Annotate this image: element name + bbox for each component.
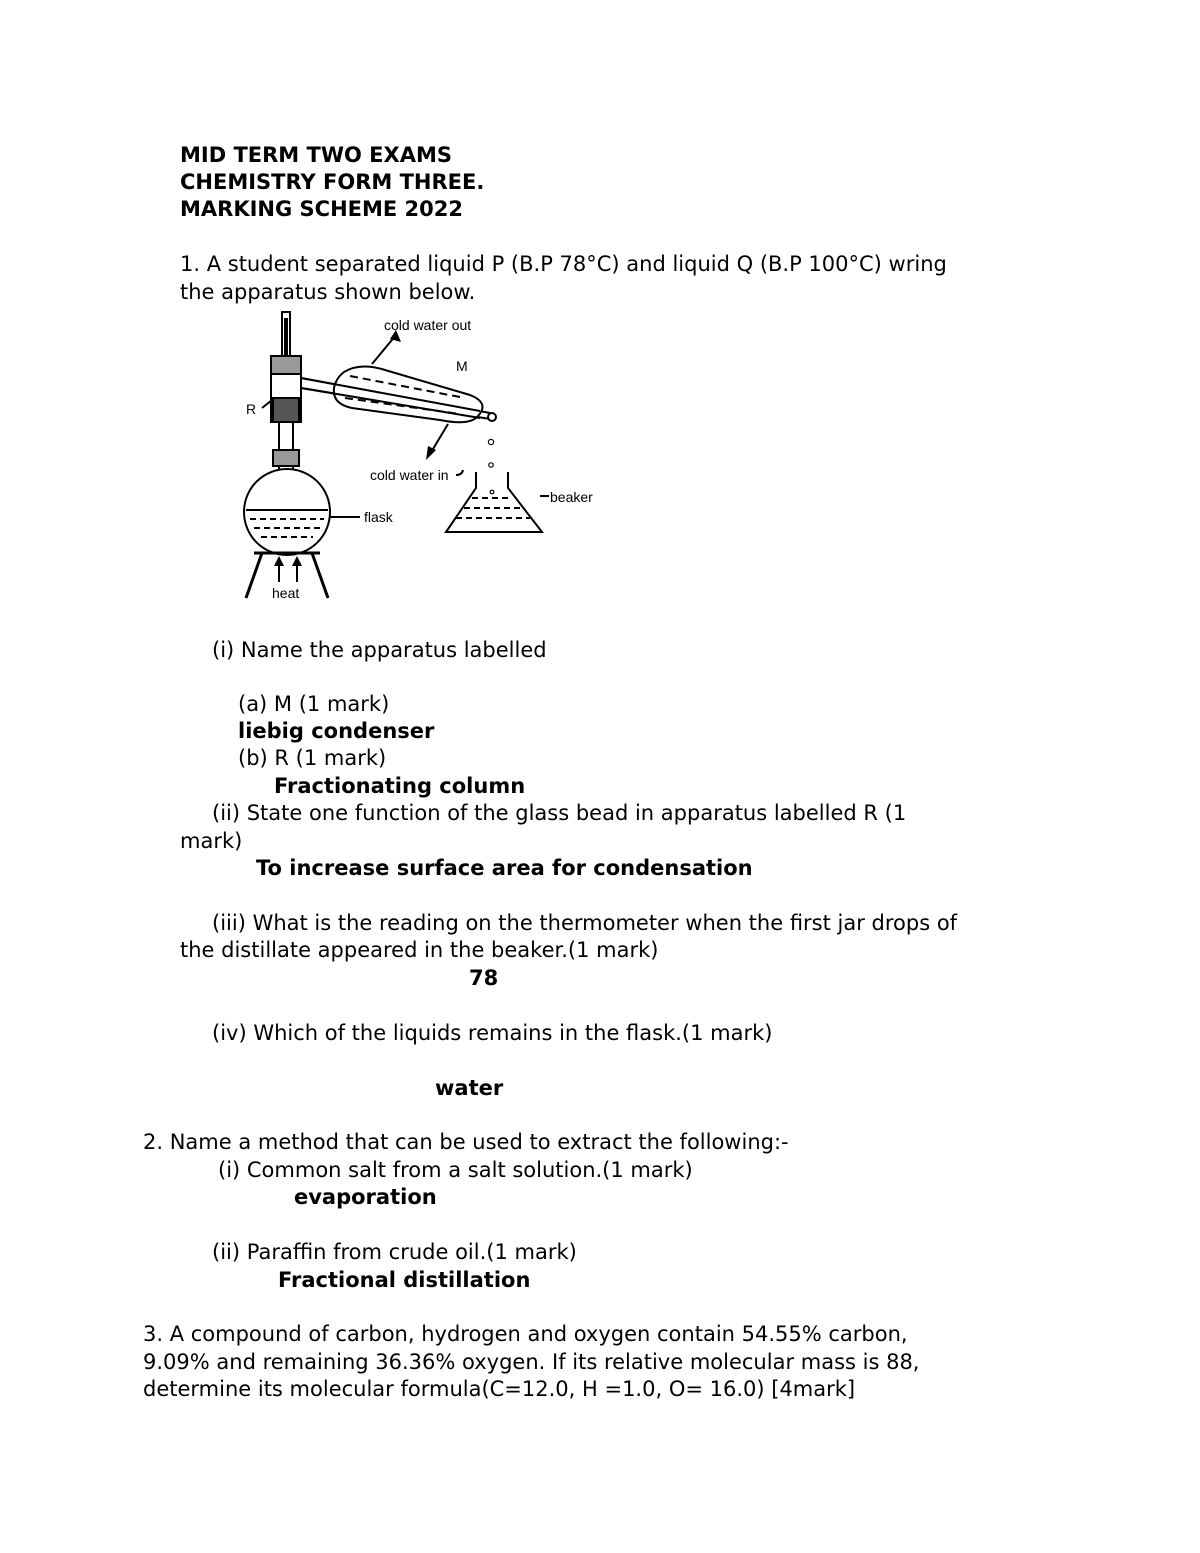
header-subject: CHEMISTRY FORM THREE.: [180, 170, 485, 194]
label-r: R: [246, 401, 257, 417]
q2-stem: 2. Name a method that can be used to extract the following:-: [143, 1130, 789, 1154]
q1-answer-iii: 78: [469, 966, 499, 990]
q1-part-iii-line2: the distillate appeared in the beaker.(1 mark): [180, 938, 659, 962]
round-bottom-flask: [244, 469, 330, 555]
column-stopper: [271, 356, 301, 374]
label-cold-water-in: cold water in: [370, 467, 449, 483]
label-cold-water-out: cold water out: [384, 317, 472, 333]
q3-line3: determine its molecular formula(C=12.0, H =1.0, O= 16.0) [4mark]: [143, 1377, 856, 1401]
q3-line2: 9.09% and remaining 36.36% oxygen. If its relative molecular mass is 88,: [143, 1350, 920, 1374]
q1-answer-b: Fractionating column: [274, 774, 526, 798]
q1-part-i-a: (a) M (1 mark): [238, 692, 390, 716]
q1-answer-a: liebig condenser: [238, 719, 435, 743]
q3-line1: 3. A compound of carbon, hydrogen and oxygen contain 54.55% carbon,: [143, 1322, 908, 1346]
q1-part-i-b: (b) R (1 mark): [238, 746, 387, 770]
q1-part-iv: (iv) Which of the liquids remains in the flask.(1 mark): [212, 1021, 773, 1045]
conical-beaker: [446, 472, 542, 532]
q1-part-iii-line1: (iii) What is the reading on the thermometer when the first jar drops of: [212, 911, 958, 935]
flask-stopper: [273, 450, 299, 466]
label-beaker: beaker: [550, 489, 593, 505]
q1-answer-iv: water: [435, 1076, 504, 1100]
header-scheme: MARKING SCHEME 2022: [180, 197, 463, 221]
header-title: MID TERM TWO EXAMS: [180, 143, 452, 167]
q1-stem-line2: the apparatus shown below.: [180, 280, 476, 304]
q1-part-ii-line1: (ii) State one function of the glass bead in apparatus labelled R (1: [212, 801, 907, 825]
q1-answer-ii: To increase surface area for condensation: [256, 856, 753, 880]
label-heat: heat: [272, 585, 300, 601]
q2-answer-i: evaporation: [294, 1185, 437, 1209]
q2-answer-ii: Fractional distillation: [278, 1268, 531, 1292]
label-flask: flask: [364, 509, 393, 525]
distillation-apparatus-diagram: [230, 308, 610, 608]
q1-stem-line1: 1. A student separated liquid P (B.P 78°C) and liquid Q (B.P 100°C) wring: [180, 252, 947, 276]
q2-part-i: (i) Common salt from a salt solution.(1 mark): [218, 1158, 693, 1182]
q1-part-ii-line2: mark): [180, 829, 243, 853]
label-m: M: [456, 358, 468, 374]
q1-part-i: (i) Name the apparatus labelled: [212, 638, 547, 662]
glass-beads: [273, 398, 299, 422]
q2-part-ii: (ii) Paraffin from crude oil.(1 mark): [212, 1240, 577, 1264]
